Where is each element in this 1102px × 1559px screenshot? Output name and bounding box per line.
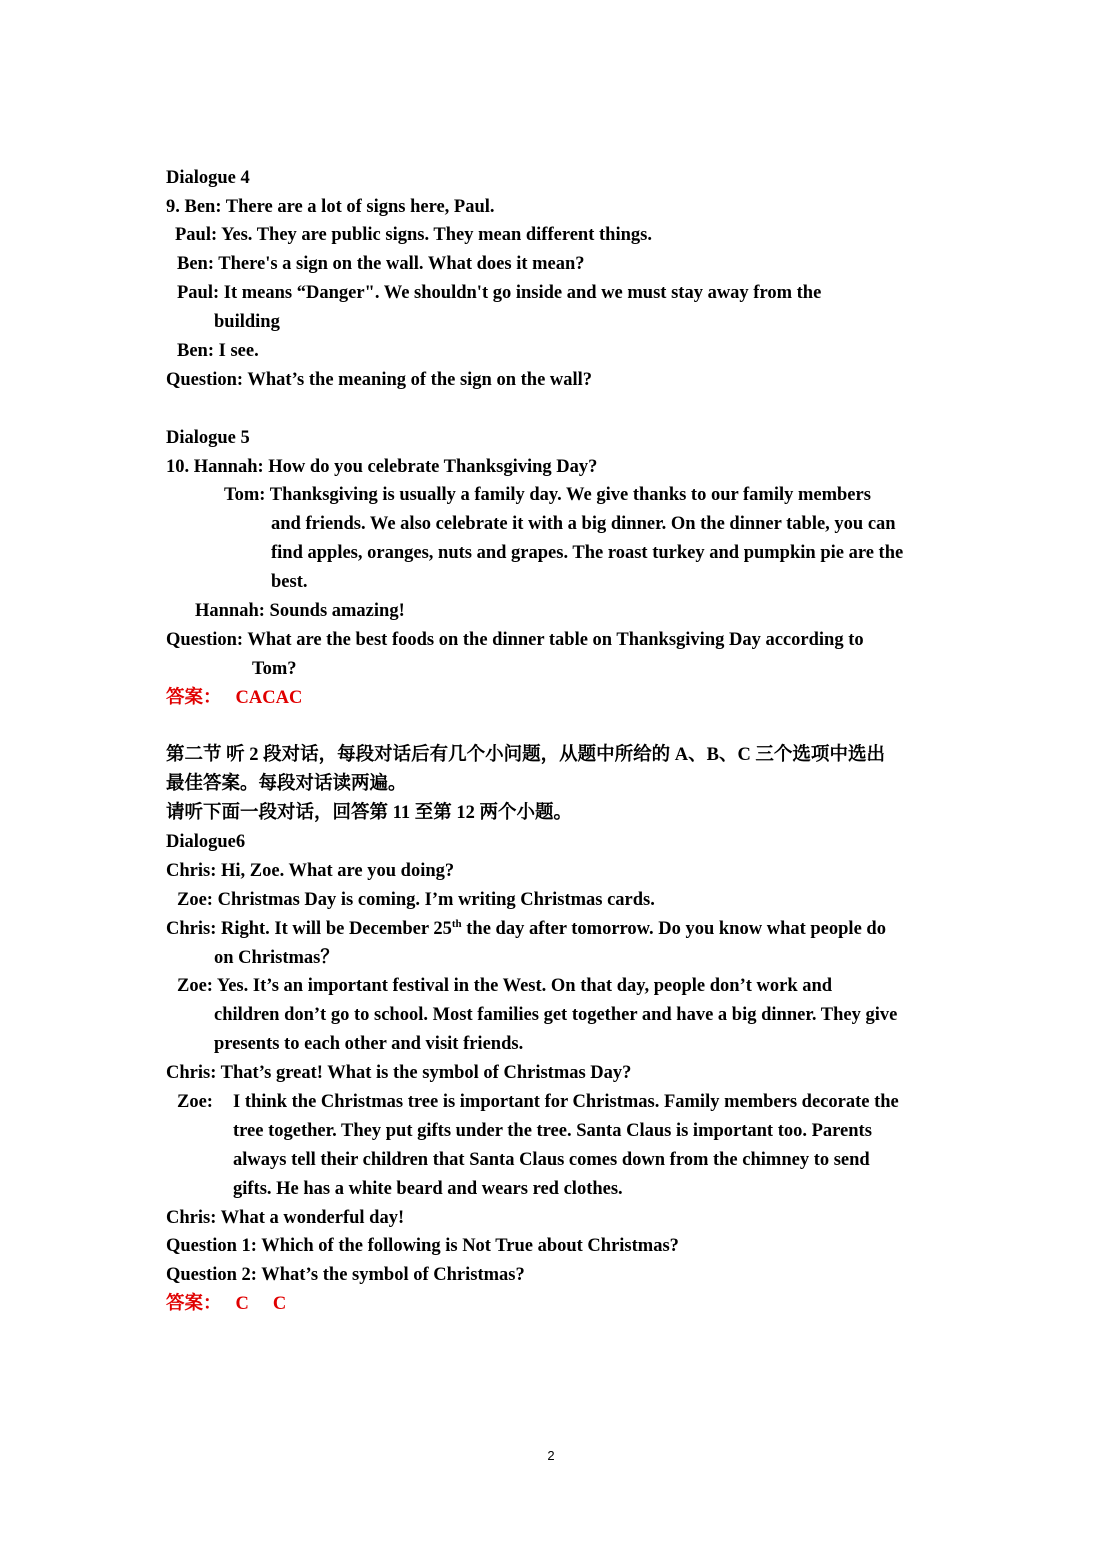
question-line: Question 1: Which of the following is Not True about Christmas? [166,1236,679,1256]
question-line: Tom? [252,659,297,679]
dialogue-4-heading: Dialogue 4 [166,168,250,188]
dialogue-line: Ben: There's a sign on the wall. What does it mean? [177,254,585,274]
speaker-label: Zoe: [177,1092,213,1112]
question-line: Question: What’s the meaning of the sign on the wall? [166,370,593,390]
dialogue-line: Zoe: Christmas Day is coming. I’m writing Christmas cards. [177,890,655,910]
answer-value: C [235,1294,249,1314]
dialogue-line: and friends. We also celebrate it with a big dinner. On the dinner table, you can [271,514,896,534]
page-number: 2 [547,1448,555,1463]
section-instruction: 最佳答案。每段对话读两遍。 [166,774,407,794]
dialogue-line: on Christmas？ [214,948,339,968]
dialogue-line: 9. Ben: There are a lot of signs here, Paul. [166,197,495,217]
dialogue-line: always tell their children that Santa Claus comes down from the chimney to send [233,1150,870,1170]
dialogue-line: Ben: I see. [177,341,259,361]
answer-label: 答案： [166,688,222,708]
answer-value: CACAC [235,688,303,708]
section-instruction: 第二节 听 2 段对话，每段对话后有几个小问题，从题中所给的 A、B、C 三个选项中选出 [166,745,885,765]
dialogue-line: Chris: That’s great! What is the symbol of Christmas Day? [166,1063,632,1083]
dialogue-line: Zoe: Yes. It’s an important festival in the West. On that day, people don’t work and [177,976,833,996]
question-line: Question 2: What’s the symbol of Christmas? [166,1265,525,1285]
question-line: Question: What are the best foods on the dinner table on Thanksgiving Day according to [166,630,864,650]
dialogue-line: Tom: Thanksgiving is usually a family day. We give thanks to our family members [224,485,871,505]
dialogue-5-heading: Dialogue 5 [166,428,250,448]
answer-value: C [272,1294,287,1314]
dialogue-line: children don’t go to school. Most families get together and have a big dinner. They give [214,1005,898,1025]
dialogue-line: I think the Christmas tree is important for Christmas. Family members decorate the [233,1092,899,1112]
dialogue-line: Paul: Yes. They are public signs. They mean different things. [175,225,652,245]
answer-label: 答案： [166,1294,222,1314]
dialogue-line: Hannah: Sounds amazing! [195,601,405,621]
answer-line [166,1293,286,1315]
dialogue-6-heading: Dialogue6 [166,832,246,852]
section-instruction: 请听下面一段对话，回答第 11 至第 12 两个小题。 [166,803,572,823]
dialogue-line: tree together. They put gifts under the tree. Santa Claus is important too. Parents [233,1121,872,1141]
dialogue-line: building [214,312,280,332]
dialogue-line: best. [271,572,308,592]
dialogue-line: Paul: It means “Danger". We shouldn't go inside and we must stay away from the [177,283,822,303]
dialogue-line: Chris: Right. It will be December 25th the day after tomorrow. Do you know what people do [166,917,886,939]
dialogue-line: 10. Hannah: How do you celebrate Thanksgiving Day? [166,457,598,477]
dialogue-line: find apples, oranges, nuts and grapes. The roast turkey and pumpkin pie are the [271,543,904,563]
dialogue-line: Chris: What a wonderful day! [166,1208,405,1228]
dialogue-line: Chris: Hi, Zoe. What are you doing? [166,861,455,881]
answer-line [166,687,302,709]
dialogue-line: gifts. He has a white beard and wears red clothes. [233,1179,623,1199]
dialogue-line: presents to each other and visit friends. [214,1034,524,1054]
